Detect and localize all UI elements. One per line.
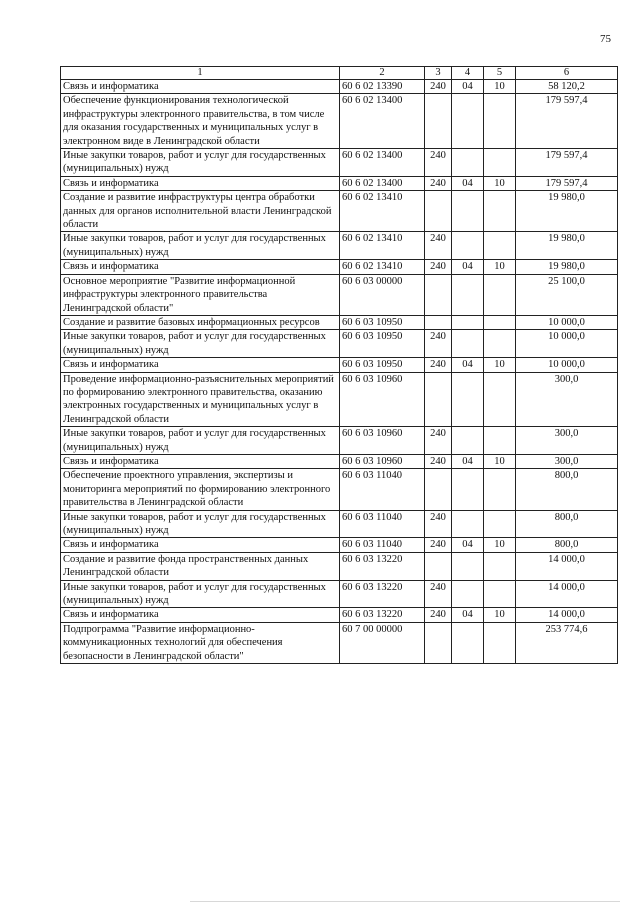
row-section-cell: 04 [452, 608, 484, 622]
table-row [61, 260, 618, 274]
row-subsection-cell [484, 469, 516, 510]
row-name-cell: Создание и развитие базовых информационных ресурсов [61, 315, 340, 329]
row-code-cell: 60 6 02 13410 [340, 191, 425, 232]
row-section-cell [452, 330, 484, 358]
row-sum-cell: 14 000,0 [516, 552, 618, 580]
row-section-cell [452, 622, 484, 663]
row-sum-cell: 25 100,0 [516, 274, 618, 315]
table-row [61, 176, 618, 190]
table-row [61, 510, 618, 538]
row-name-cell: Связь и информатика [61, 358, 340, 372]
row-expense-type-cell: 240 [425, 427, 452, 455]
table-row [61, 622, 618, 663]
row-subsection-cell [484, 94, 516, 149]
row-sum-cell: 19 980,0 [516, 232, 618, 260]
row-section-cell: 04 [452, 358, 484, 372]
row-name-cell: Основное мероприятие "Развитие информационной инфраструктуры электронного правительства Ленинградской области" [61, 274, 340, 315]
row-code-cell: 60 6 03 10950 [340, 358, 425, 372]
row-section-cell: 04 [452, 176, 484, 190]
row-sum-cell: 10 000,0 [516, 330, 618, 358]
row-code-cell: 60 6 02 13410 [340, 260, 425, 274]
row-expense-type-cell [425, 274, 452, 315]
table-row [61, 330, 618, 358]
budget-table [60, 66, 618, 664]
row-code-cell: 60 6 03 11040 [340, 469, 425, 510]
row-sum-cell: 58 120,2 [516, 80, 618, 94]
row-sum-cell: 300,0 [516, 372, 618, 427]
row-expense-type-cell: 240 [425, 176, 452, 190]
row-subsection-cell [484, 232, 516, 260]
row-code-cell: 60 6 03 10950 [340, 315, 425, 329]
row-expense-type-cell [425, 315, 452, 329]
row-subsection-cell [484, 330, 516, 358]
row-expense-type-cell: 240 [425, 80, 452, 94]
table-row [61, 358, 618, 372]
row-subsection-cell: 10 [484, 358, 516, 372]
row-code-cell: 60 6 03 13220 [340, 552, 425, 580]
row-code-cell: 60 6 03 13220 [340, 580, 425, 608]
row-expense-type-cell: 240 [425, 454, 452, 468]
row-expense-type-cell: 240 [425, 260, 452, 274]
row-section-cell [452, 372, 484, 427]
row-sum-cell: 14 000,0 [516, 580, 618, 608]
table-row [61, 580, 618, 608]
row-name-cell: Иные закупки товаров, работ и услуг для государственных (муниципальных) нужд [61, 232, 340, 260]
row-code-cell: 60 6 02 13390 [340, 80, 425, 94]
row-name-cell: Связь и информатика [61, 260, 340, 274]
row-name-cell: Связь и информатика [61, 538, 340, 552]
row-expense-type-cell [425, 552, 452, 580]
row-name-cell: Иные закупки товаров, работ и услуг для государственных (муниципальных) нужд [61, 510, 340, 538]
table-row [61, 372, 618, 427]
row-name-cell: Обеспечение функционирования технологической инфраструктуры электронного правительства, в том числе для оказания государственных и муниципальных услуг в электронном виде в Ленинградской области [61, 94, 340, 149]
table-row [61, 608, 618, 622]
row-sum-cell: 14 000,0 [516, 608, 618, 622]
row-expense-type-cell: 240 [425, 149, 452, 177]
row-sum-cell: 800,0 [516, 510, 618, 538]
row-subsection-cell: 10 [484, 80, 516, 94]
row-code-cell: 60 6 03 10960 [340, 372, 425, 427]
row-subsection-cell [484, 315, 516, 329]
row-expense-type-cell: 240 [425, 232, 452, 260]
row-expense-type-cell: 240 [425, 580, 452, 608]
row-code-cell: 60 6 03 00000 [340, 274, 425, 315]
row-name-cell: Обеспечение проектного управления, экспертизы и мониторинга мероприятий по формированию электронного правительства в Ленинградской области [61, 469, 340, 510]
row-sum-cell: 179 597,4 [516, 94, 618, 149]
header-col-sum: 6 [516, 67, 618, 80]
row-expense-type-cell [425, 94, 452, 149]
row-sum-cell: 10 000,0 [516, 358, 618, 372]
row-subsection-cell [484, 510, 516, 538]
row-section-cell [452, 552, 484, 580]
row-section-cell [452, 94, 484, 149]
row-subsection-cell [484, 372, 516, 427]
table-row [61, 427, 618, 455]
table-row [61, 80, 618, 94]
table-row [61, 538, 618, 552]
table-row [61, 232, 618, 260]
row-name-cell: Иные закупки товаров, работ и услуг для государственных (муниципальных) нужд [61, 330, 340, 358]
row-subsection-cell: 10 [484, 538, 516, 552]
row-name-cell: Связь и информатика [61, 608, 340, 622]
row-subsection-cell: 10 [484, 260, 516, 274]
row-subsection-cell [484, 622, 516, 663]
scan-artifact-line [190, 901, 620, 902]
row-code-cell: 60 6 03 11040 [340, 510, 425, 538]
row-name-cell: Иные закупки товаров, работ и услуг для государственных (муниципальных) нужд [61, 149, 340, 177]
header-row [61, 67, 618, 80]
row-code-cell: 60 6 03 10950 [340, 330, 425, 358]
header-col-code: 2 [340, 67, 425, 80]
row-subsection-cell [484, 274, 516, 315]
row-section-cell: 04 [452, 454, 484, 468]
row-subsection-cell: 10 [484, 454, 516, 468]
row-code-cell: 60 6 02 13400 [340, 176, 425, 190]
row-section-cell [452, 469, 484, 510]
row-section-cell: 04 [452, 538, 484, 552]
row-expense-type-cell [425, 469, 452, 510]
row-sum-cell: 10 000,0 [516, 315, 618, 329]
row-expense-type-cell [425, 372, 452, 427]
row-expense-type-cell: 240 [425, 330, 452, 358]
table-row [61, 552, 618, 580]
row-expense-type-cell: 240 [425, 510, 452, 538]
row-code-cell: 60 6 02 13410 [340, 232, 425, 260]
row-subsection-cell [484, 552, 516, 580]
row-code-cell: 60 6 03 11040 [340, 538, 425, 552]
row-name-cell: Связь и информатика [61, 80, 340, 94]
table-row [61, 191, 618, 232]
row-subsection-cell [484, 427, 516, 455]
row-code-cell: 60 6 03 10960 [340, 454, 425, 468]
row-sum-cell: 800,0 [516, 469, 618, 510]
row-name-cell: Связь и информатика [61, 454, 340, 468]
row-name-cell: Подпрограмма "Развитие информационно-коммуникационных технологий для обеспечения безопасности в Ленинградской области" [61, 622, 340, 663]
row-subsection-cell: 10 [484, 608, 516, 622]
page-number: 75 [600, 33, 611, 45]
row-code-cell: 60 6 03 10960 [340, 427, 425, 455]
row-subsection-cell [484, 580, 516, 608]
header-col-name: 1 [61, 67, 340, 80]
header-col-pr: 5 [484, 67, 516, 80]
table-row [61, 454, 618, 468]
row-name-cell: Связь и информатика [61, 176, 340, 190]
row-expense-type-cell: 240 [425, 608, 452, 622]
row-code-cell: 60 6 02 13400 [340, 94, 425, 149]
row-section-cell [452, 315, 484, 329]
row-subsection-cell: 10 [484, 176, 516, 190]
row-subsection-cell [484, 191, 516, 232]
row-expense-type-cell: 240 [425, 538, 452, 552]
row-code-cell: 60 6 02 13400 [340, 149, 425, 177]
table-row [61, 469, 618, 510]
row-sum-cell: 19 980,0 [516, 260, 618, 274]
row-name-cell: Проведение информационно-разъяснительных мероприятий по формированию электронного правительства, оказанию электронных государственных и муниципальных услуг в Ленинградской области [61, 372, 340, 427]
row-sum-cell: 300,0 [516, 454, 618, 468]
table-row [61, 149, 618, 177]
row-expense-type-cell: 240 [425, 358, 452, 372]
row-expense-type-cell [425, 622, 452, 663]
row-name-cell: Иные закупки товаров, работ и услуг для государственных (муниципальных) нужд [61, 427, 340, 455]
row-section-cell [452, 427, 484, 455]
row-sum-cell: 800,0 [516, 538, 618, 552]
table-row [61, 315, 618, 329]
row-section-cell: 04 [452, 260, 484, 274]
row-sum-cell: 253 774,6 [516, 622, 618, 663]
row-code-cell: 60 7 00 00000 [340, 622, 425, 663]
header-col-rz: 4 [452, 67, 484, 80]
row-section-cell [452, 510, 484, 538]
row-sum-cell: 19 980,0 [516, 191, 618, 232]
row-section-cell [452, 274, 484, 315]
row-name-cell: Создание и развитие фонда пространственных данных Ленинградской области [61, 552, 340, 580]
row-section-cell [452, 580, 484, 608]
row-section-cell [452, 232, 484, 260]
row-code-cell: 60 6 03 13220 [340, 608, 425, 622]
row-name-cell: Создание и развитие инфраструктуры центра обработки данных для органов исполнительной власти Ленинградской области [61, 191, 340, 232]
header-col-vr: 3 [425, 67, 452, 80]
row-section-cell [452, 149, 484, 177]
row-subsection-cell [484, 149, 516, 177]
row-name-cell: Иные закупки товаров, работ и услуг для государственных (муниципальных) нужд [61, 580, 340, 608]
row-section-cell: 04 [452, 80, 484, 94]
row-sum-cell: 179 597,4 [516, 176, 618, 190]
table-row [61, 274, 618, 315]
row-expense-type-cell [425, 191, 452, 232]
row-section-cell [452, 191, 484, 232]
row-sum-cell: 300,0 [516, 427, 618, 455]
row-sum-cell: 179 597,4 [516, 149, 618, 177]
table-row [61, 94, 618, 149]
